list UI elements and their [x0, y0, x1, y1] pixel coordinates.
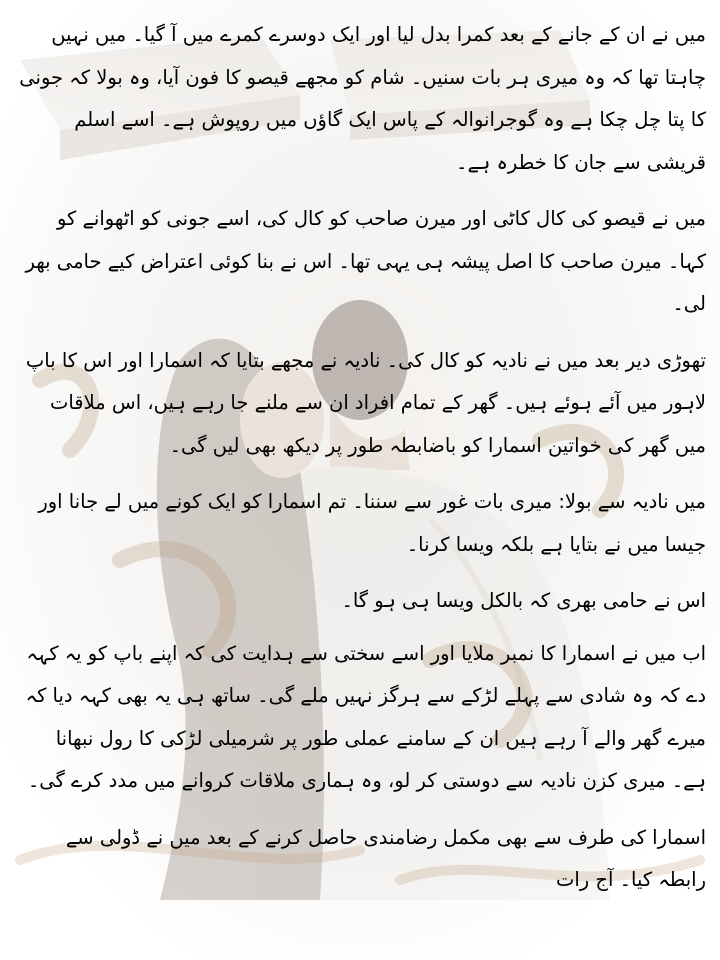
paragraph-1: میں نے ان کے جانے کے بعد کمرا بدل لیا اور ایک دوسرے کمرے میں آ گیا۔ میں نہیں چاہتا تھا کہ وہ میری ہر بات سنیں۔ شام کو مجھے قیصو کا فون آیا، وہ بولا کہ جونی کا پتا چل چکا ہے وہ گوجرانوالہ کے پاس ایک گاؤں میں روپوش ہے۔ اسے اسلم قریشی سے جان کا خطرہ ہے۔	[19, 23, 706, 174]
paragraph-4: میں نادیہ سے بولا: میری بات غور سے سننا۔ تم اسمارا کو ایک کونے میں لے جانا اور جیسا میں نے بتایا ہے بلکہ ویسا کرنا۔	[38, 490, 706, 556]
paragraph-2: میں نے قیصو کی کال کاٹی اور میرن صاحب کو کال کی، اسے جونی کو اٹھوانے کو کہا۔ میرن صاحب کا اصل پیشہ ہی یہی تھا۔ اس نے بنا کوئی اعتراض کیے حامی بھر لی۔	[25, 207, 706, 315]
paragraph-3: تھوڑی دیر بعد میں نے نادیہ کو کال کی۔ نادیہ نے مجھے بتایا کہ اسمارا اور اس کا باپ لاہور میں آئے ہوئے ہیں۔ گھر کے تمام افراد ان سے ملنے جا رہے ہیں، اس ملاقات میں گھر کی خواتین اسمارا کو باضابطہ طور پر دیکھ بھی لیں گی۔	[25, 348, 706, 457]
paragraph-6: اب میں نے اسمارا کا نمبر ملایا اور اسے سختی سے ہدایت کی کہ اپنے باپ کو یہ کہہ دے کہ وہ شادی سے پہلے لڑکے سے ہرگز نہیں ملے گی۔ ساتھ ہی یہ بھی کہہ دیا کہ میرے گھر والے آ رہے ہیں ان کے سامنے عملی طور پر شرمیلی لڑکی کا رول نبھانا ہے۔ میری کزن نادیہ سے دوستی کر لو، وہ ہماری ملاقات کروانے میں مدد کرے گی۔	[25, 641, 706, 792]
paragraph-5: اس نے حامی بھری کہ بالکل ویسا ہی ہو گا۔	[341, 589, 706, 612]
page-text	[18, 14, 706, 950]
paragraph-7: اسمارا کی طرف سے بھی مکمل رضامندی حاصل کرنے کے بعد میں نے ڈولی سے رابطہ کیا۔ آج رات	[65, 825, 706, 891]
